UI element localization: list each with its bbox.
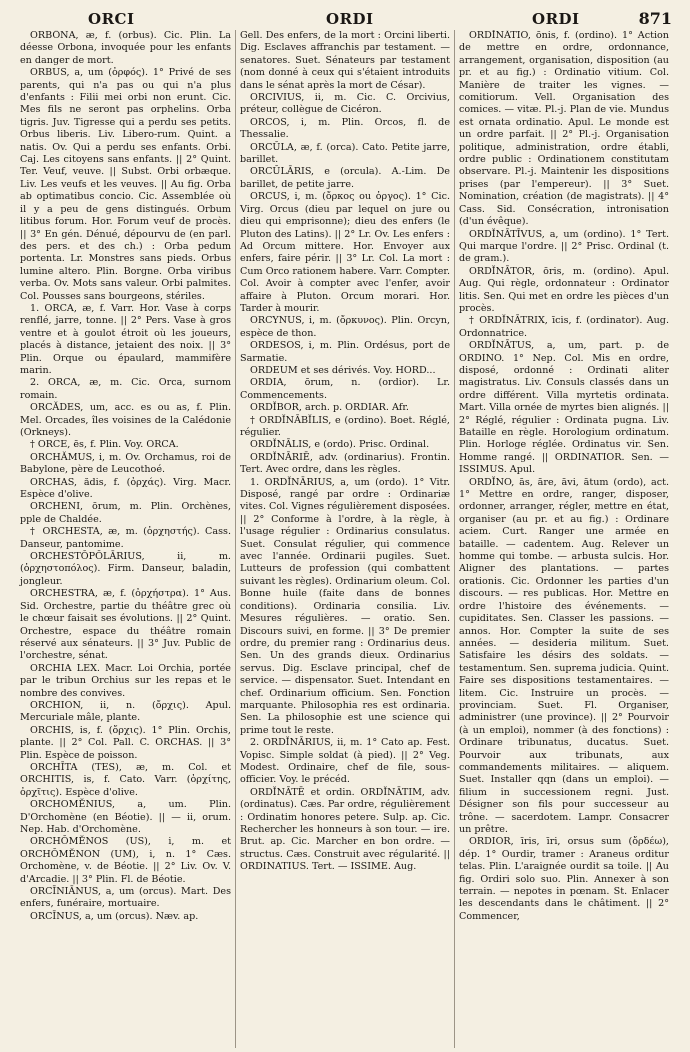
dictionary-entry: ORCĪNIĀNUS, a, um (orcus). Mart. Des enfers, funéraire, mortuaire. bbox=[20, 886, 231, 910]
dictionary-entry: ORCŬLA, æ, f. (orca). Cato. Petite jarre, barillet. bbox=[240, 141, 450, 166]
dictionary-entry: ORDĬNĀTĒ et ordin. ORDĬNĀTIM, adv. (ordinatus). Cæs. Par ordre, régulièrement : Ordinatim honores petere. Sulp. ap. Cic. Rechercher les honneurs à son tour. — ire. Brut. ap. Cic. Marcher en bon ordre. — structus. Cæs. Construit avec régularité. || ORDINATIUS. Tert. — ISSIME. Aug. bbox=[240, 786, 450, 873]
dictionary-entry: ORDIOR, īris, īri, orsus sum (ὄρδέω), dép. 1° Ourdir, tramer : Araneus orditur telas. Plin. L'araignée ourdit sa toile. || Au fig. Ordiri solo suo. Plin. Annexer à son terrain. — nepotes in pœnam. St. Enlacer les descendants dans le châtiment. || 2° Commencer, bbox=[459, 836, 669, 922]
dictionary-entry: ORDĬNO, ās, āre, āvi, ātum (ordo), act. 1° Mettre en ordre, ranger, disposer, ordonner, arranger, régler, mettre en état, organiser (au pr. et au fig.) : Ordinare aciem. Curt. Ranger une armée en bataille. — cadentem. Aug. Relever un homme qui tombe. — arbusta sulcis. Hor. Aligner des plantations. — partes orationis. Cic. Ordonner les parties d'un discours. — res publicas. Hor. Mettre en ordre l'histoire des événements. — cupiditates. Sen. Classer les passions. — annos. Hor. Compter la suite de ses années. — desideria militum. Suet. Satisfaire les désirs des soldats. — testamentum. Sen. suprema judicia. Quint. Faire ses dispositions testamentaires. — litem. Cic. Instruire un procès. — provinciam. Suet. Fl. Organiser, administrer (une province). || 2° Pourvoir (à un emploi), nommer (à des fonctions) : Ordinare tribunatus, ducatus. Suet. Pourvoir aux tribunats, aux commandements militaires. — aliquem. Suet. Installer qqn (dans un emploi). — filium in successionem regni. Just. Désigner son fils pour successeur au trône. — sacerdotem. Lampr. Consacrer un prêtre. bbox=[459, 476, 669, 835]
dictionary-entry: ORBUS, a, um (ὀρφός). 1° Privé de ses parents, qui n'a pas ou qui n'a plus d'enfants : Filii mei orbi non erunt. Cic. Mes fils ne seront pas orphelins. Orba tigris. Juv. Tigresse qui a perdu ses petits. Orbus liberis. Liv. Libero-rum. Quint. a natis. Ov. Qui a perdu ses enfants. Orbi. Caj. Les citoyens sans enfants. || 2° Quint. Ter. Veuf, veuve. || Subst. Orbi orbæque. Liv. Les veufs et les veuves. || Au fig. Orba ab optimatibus concio. Cic. Assemblée où il y a peu de gens distingués. Orbum litibus forum. Hor. Forum veuf de procès. || 3° En gén. Dénué, dépourvu de (en parl. des pers. et des ch.) : Orba pedum portenta. Lr. Monstres sans pieds. Orbus lumine altero. Plin. Borgne. Orba viribus verba. Ov. Mots sans valeur. Orbi palmites. Col. Pousses sans bourgeons, stériles. bbox=[20, 67, 231, 302]
dictionary-entry: ORCHĂMUS, i, m. Ov. Orchamus, roi de Babylone, père de Leucothoé. bbox=[20, 451, 231, 476]
guide-word-right: ORDI bbox=[532, 10, 580, 28]
dictionary-entry: 2. ORCA, æ, m. Cic. Orca, surnom romain. bbox=[20, 377, 231, 401]
column-right bbox=[454, 30, 673, 1048]
dictionary-entry: ORDĬNĀTĪVUS, a, um (ordino). 1° Tert. Qui marque l'ordre. || 2° Prisc. Ordinal (t. de gram.). bbox=[459, 228, 669, 265]
dictionary-entry: ORCHIA LEX. Macr. Loi Orchia, portée par le tribun Orchius sur les repas et le nombre des convives. bbox=[20, 662, 231, 699]
dictionary-entry: ORDĬNĀTIO, ōnis, f. (ordino). 1° Action de mettre en ordre, ordonnance, arrangement, organisation, disposition (au pr. et au fig.) : Ordinatio vitium. Col. Manière de traiter les vignes. — comitiorum. Vell. Organisation des comices. — vitæ. Pl.-j. Plan de vie. Mundus est ornata ordinatio. Apul. Le monde est un ordre parfait. || 2° Pl.-j. Organisation politique, administration, ordre établi, ordre public : Ordinationem constitutam observare. Pl.-j. Maintenir les dispositions prises (par l'empereur). || 3° Suet. Nomination, création (de magistrats). || 4° Cass. Sid. Consécration, intronisation (d'un évêque). bbox=[459, 30, 669, 228]
dictionary-entry: ORDĬNĀRIĒ, adv. (ordinarius). Frontin. Tert. Avec ordre, dans les règles. bbox=[240, 451, 450, 476]
dictionary-entry: ORDĬNĀTOR, ōris, m. (ordino). Apul. Aug. Qui règle, ordonnateur : Ordinator litis. Sen. Qui met en ordre les pièces d'un procès. bbox=[459, 265, 669, 314]
dictionary-entry: † ORDĬNĀBĬLIS, e (ordino). Boet. Réglé, régulier. bbox=[240, 414, 450, 438]
dictionary-entry: ORCHESTŎPŎLĀRIUS, ii, m. (ὀρχηστοπόλος). Firm. Danseur, baladin, jongleur. bbox=[20, 551, 231, 587]
dictionary-entry: ORCHŎMĔNOS (US), i, m. et ORCHŎMĔNON (UM), i, n. 1° Cæs. Orchomène, v. de Béotie. || 2° Liv. Ov. V. d'Arcadie. || 3° Plin. Fl. de Béotie. bbox=[20, 836, 231, 885]
dictionary-entry: ORCĂDES, um, acc. es ou as, f. Plin. Mel. Orcades, îles voisines de la Calédonie (Orkneys). bbox=[20, 402, 231, 438]
guide-word-left: ORCI bbox=[88, 10, 135, 28]
dictionary-entry: ORCIVIUS, ii, m. Cic. C. Orcivius, préteur, collègue de Cicéron. bbox=[240, 92, 450, 116]
dictionary-entry: ORCHĪTA (TES), æ, m. Col. et ORCHITIS, is, f. Cato. Varr. (ὀρχίτης, ὀρχῖτις). Espèce d'olive. bbox=[20, 761, 231, 798]
dictionary-entry: † ORDĬNĀTRIX, īcis, f. (ordinator). Aug. Ordonnatrice. bbox=[459, 315, 669, 339]
dictionary-entry: ORCHESTRA, æ, f. (ὀρχήστρα). 1° Aus. Sid. Orchestre, partie du théâtre grec où le chœur faisait ses évolutions. || 2° Quint. Orchestre, espace du théâtre romain réservé aux sénateurs. || 3° Juv. Public de l'orchestre, sénat. bbox=[20, 588, 231, 662]
dictionary-entry: ORCĪNUS, a, um (orcus). Næv. ap. bbox=[30, 910, 199, 922]
dictionary-entry: † ORCHESTA, æ, m. (ὀρχηστής). Cass. Danseur, pantomime. bbox=[20, 526, 231, 550]
column-center bbox=[235, 30, 454, 1048]
dictionary-entry: ORDĬBOR, arch. p. ORDIAR. Afr. bbox=[250, 402, 409, 414]
dictionary-entry: ORCHENI, ōrum, m. Plin. Orchènes, pple de Chaldée. bbox=[20, 501, 231, 525]
dictionary-entry: ORDĬNĀTUS, a, um, part. p. de ORDINO. 1° Nep. Col. Mis en ordre, disposé, ordonné : Ordinati aliter magistratus. Liv. Consuls classés dans un ordre différent. Villa myrtetis ordinata. Mart. Villa ornée de myrtes bien alignés. || 2° Réglé, régulier : Ordinata pugna. Liv. Bataille en règle. Horologium ordinatum. Plin. Horloge réglée. Ordinatus vir. Sen. Homme rangé. || ORDINATIOR. Sen. — ISSIMUS. Apul. bbox=[459, 340, 669, 476]
dictionary-entry: ORCŬLĀRIS, e (orcula). A.-Lim. De barillet, de petite jarre. bbox=[240, 166, 450, 190]
column-left bbox=[16, 30, 235, 1048]
dictionary-entry: ORDĬNĀLIS, e (ordo). Prisc. Ordinal. bbox=[250, 439, 430, 451]
dictionary-entry: ORCHION, ii, n. (ὄρχις). Apul. Mercuriale mâle, plante. bbox=[20, 699, 231, 724]
page-header bbox=[16, 8, 676, 30]
dictionary-entry: ORCHOMĔNIUS, a, um. Plin. D'Orchomène (en Béotie). || — ii, orum. Nep. Hab. d'Orchomène. bbox=[20, 799, 231, 835]
dictionary-entry: ORCHIS, is, f. (ὄρχις). 1° Plin. Orchis, plante. || 2° Col. Pall. C. ORCHAS. || 3° Plin. Espèce de poisson. bbox=[20, 724, 231, 761]
columns bbox=[16, 30, 676, 1048]
dictionary-entry: ORCUS, i, m. (ὄρκος ou ὀργος). 1° Cic. Virg. Orcus (dieu par lequel on jure ou dieu qui emprisonne); dieu des enfers (le Pluton des Latins). || 2° Lr. Ov. Les enfers : Ad Orcum mittere. Hor. Envoyer aux enfers, faire périr. || 3° Lr. Col. La mort : Cum Orco rationem habere. Varr. Compter. Col. Avoir à compter avec l'enfer, avoir affaire à Pluton. Orcum morari. Hor. Tarder à mourir. bbox=[240, 191, 450, 314]
dictionary-entry: ORDESOS, i, m. Plin. Ordésus, port de Sarmatie. bbox=[240, 340, 450, 364]
dictionary-entry: ORDEUM et ses dérivés. Voy. HORD... bbox=[250, 364, 436, 376]
dictionary-entry: 1. ORDĬNĀRIUS, a, um (ordo). 1° Vitr. Disposé, rangé par ordre : Ordinariæ vites. Col. Vignes régulièrement disposées. || 2° Conforme à l'ordre, à la règle, à l'usage régulier : Ordinarius consulatus. Suet. Consulat régulier, qui commence avec l'année. Ordinarii pugiles. Suet. Lutteurs de profession (qui combattent suivant les règles). Ordinarium oleum. Col. Bonne huile (faite dans de bonnes conditions). Ordinaria consilia. Liv. Mesures régulières. — oratio. Sen. Discours suivi, en forme. || 3° De premier ordre, du premier rang : Ordinarius deus. Sen. Un des grands dieux. Ordinarius servus. Dig. Esclave principal, chef de service. — dispensator. Suet. Intendant en chef. Ordinarium officium. Sen. Fonction marquante. Philosophia res est ordinaria. Sen. La philosophie est une science qui prime tout le reste. bbox=[240, 476, 450, 736]
dictionary-entry: ORCOS, i, m. Plin. Orcos, fl. de Thessalie. bbox=[240, 116, 450, 141]
dictionary-entry: † ORCE, ēs, f. Plin. Voy. ORCA. bbox=[30, 439, 179, 451]
dictionary-entry: 2. ORDĬNĀRIUS, ii, m. 1° Cato ap. Fest. Vopisc. Simple soldat (à pied). || 2° Veg. Modest. Ordinaire, chef de file, sous-officier. Voy. le précéd. bbox=[240, 737, 450, 786]
dictionary-entry: ORCYNUS, i, m. (ὄρκυνος). Plin. Orcyn, espèce de thon. bbox=[240, 315, 450, 339]
dictionary-entry: 1. ORCA, æ, f. Varr. Hor. Vase à corps renflé, jarre, tonne. || 2° Pers. Vase à gros ventre et à goulot étroit où les joueurs, placés à distance, jetaient des noix. || 3° Plin. Orque ou épaulard, mammifère marin. bbox=[20, 302, 231, 376]
dictionary-entry: ORBŌNA, æ, f. (orbus). Cic. Plin. La déesse Orbona, invoquée pour les enfants en danger de mort. bbox=[20, 30, 231, 66]
dictionary-entry: ORCHAS, ădis, f. (ὀρχάς). Virg. Macr. Espèce d'olive. bbox=[20, 476, 231, 501]
guide-word-center: ORDI bbox=[326, 10, 374, 28]
dictionary-entry: ORDIA, ōrum, n. (ordior). Lr. Commencements. bbox=[240, 377, 450, 401]
dictionary-entry: Gell. Des enfers, de la mort : Orcini liberti. Dig. Esclaves affranchis par testament. — senatores. Suet. Sénateurs par testament (nom donné à ceux qui s'étaient introduits dans le sénat après la mort de César). bbox=[240, 30, 450, 91]
page-number: 871 bbox=[638, 9, 672, 28]
